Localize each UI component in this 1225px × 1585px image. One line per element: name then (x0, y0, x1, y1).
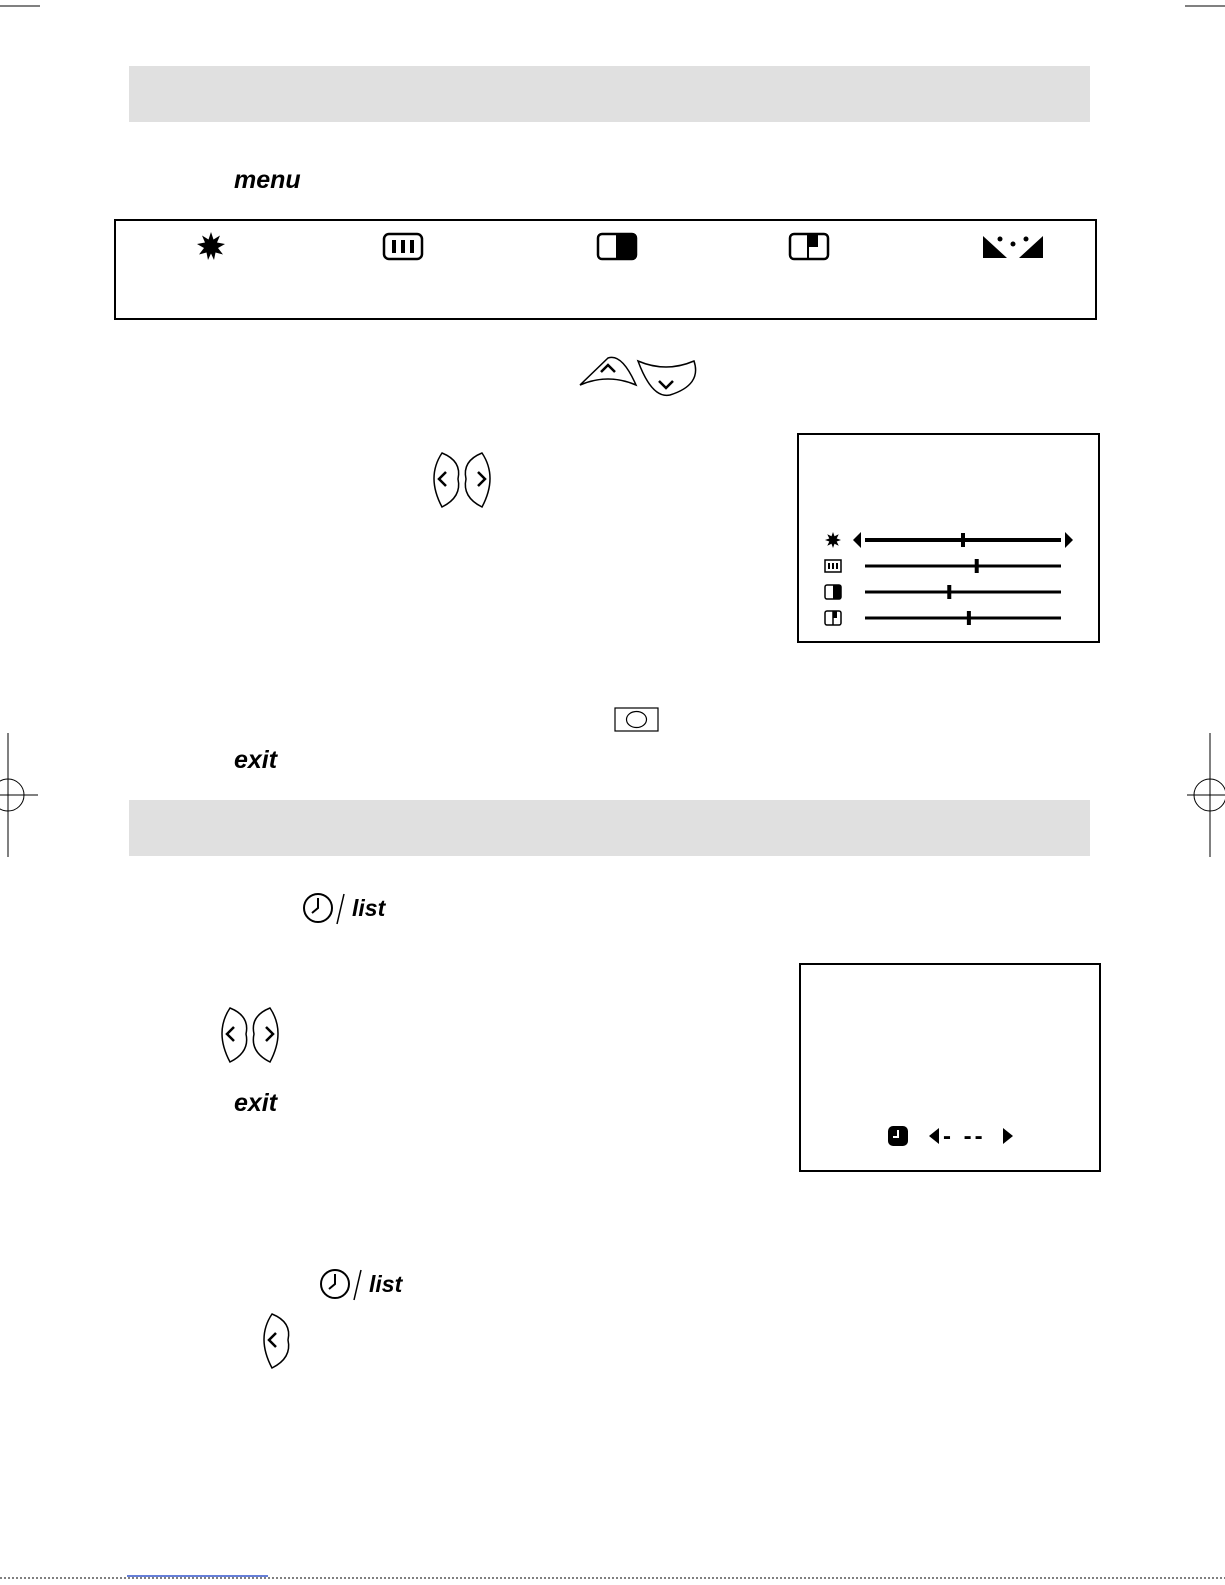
exit-key-label: exit (234, 746, 278, 774)
arrow-right-icon (1001, 1127, 1015, 1145)
section-header-band (129, 800, 1090, 856)
brightness-slider-thumb (961, 533, 965, 547)
down-key (638, 361, 696, 395)
sharpness-icon (825, 611, 841, 625)
contrast-icon (825, 585, 841, 599)
color-icon (825, 560, 841, 572)
left-key (222, 1008, 247, 1062)
clock-key-icon (303, 892, 345, 926)
exit-key-label: exit (234, 1089, 278, 1117)
menu-key-label: menu (234, 166, 301, 194)
timer-osd-screen (799, 963, 1101, 1172)
circle-icon (627, 712, 647, 728)
list-key-label: list (352, 895, 386, 921)
clock-key-icon (320, 1268, 362, 1302)
left-right-keys (424, 451, 500, 509)
sharpness-icon (788, 232, 830, 262)
picture-osd-sliders (799, 435, 1098, 641)
sharpness-slider-thumb (967, 611, 971, 625)
picture-osd-screen (797, 433, 1100, 643)
osd-menu-bar (114, 219, 1097, 320)
brightness-icon (825, 532, 841, 548)
color-icon (382, 232, 424, 262)
arrow-left-icon (927, 1127, 941, 1145)
left-key (434, 453, 459, 507)
ok-key (614, 707, 660, 733)
timer-value: - -- (943, 1123, 986, 1150)
arrow-left-icon (853, 532, 861, 548)
left-key (254, 1312, 294, 1370)
contrast-icon (596, 232, 638, 262)
color-slider-thumb (975, 559, 979, 573)
list-key-label: list (369, 1271, 403, 1297)
up-down-keys (578, 355, 698, 401)
left-right-keys (212, 1006, 288, 1064)
clock-icon (887, 1125, 909, 1147)
volume-icon (982, 232, 1044, 260)
brightness-icon (195, 231, 227, 261)
arrow-right-icon (1065, 532, 1073, 548)
up-key (580, 357, 636, 385)
section-header-band (129, 66, 1090, 122)
right-key (465, 453, 490, 507)
right-key (253, 1008, 278, 1062)
contrast-slider-thumb (947, 585, 951, 599)
